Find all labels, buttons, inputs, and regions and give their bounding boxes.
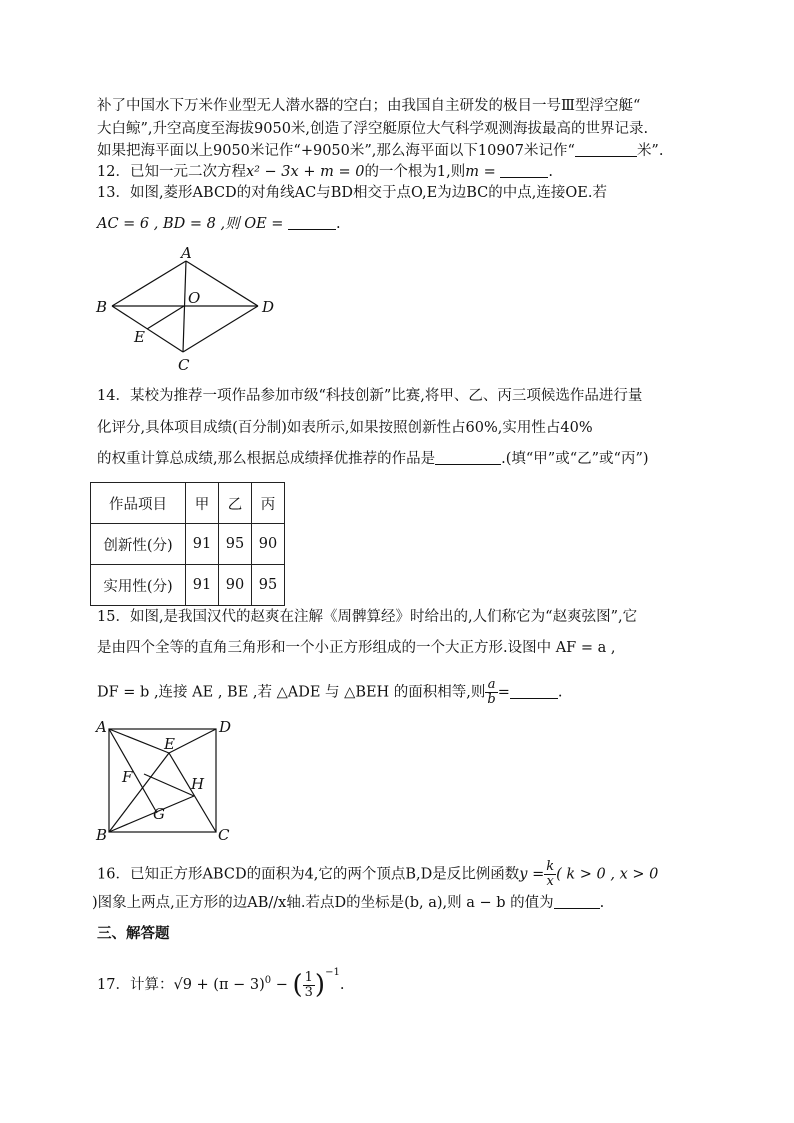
q15-label-b: B: [96, 826, 108, 844]
q13-label-b: B: [96, 298, 108, 316]
q13-segment-oe: [147, 306, 184, 329]
table-cell: 创新性(分): [91, 524, 186, 565]
q13-line1: [97, 183, 607, 203]
section-title: 三、解答题: [97, 926, 170, 942]
q17: [97, 958, 344, 1000]
q13-label-d: D: [262, 298, 275, 316]
q15-answer-blank[interactable]: [510, 684, 558, 699]
table-cell: 91: [186, 524, 219, 565]
q15-frac-num: a: [485, 678, 497, 693]
q14-number: 14．: [97, 388, 130, 404]
q13-rhombus-figure: [92, 244, 282, 374]
q13-line2: [97, 214, 341, 234]
q16-condition: ( k > 0 , x > 0: [556, 866, 659, 883]
table-header-row: [91, 483, 285, 524]
q13-edge-ba: [112, 261, 186, 306]
q11-answer-blank[interactable]: [575, 142, 637, 157]
q15-text1: 如图,是我国汉代的赵爽在注解《周髀算经》时给出的,人们称它为“赵爽弦图”,它: [129, 609, 638, 625]
q16-frac-num: k: [546, 859, 555, 874]
q16-answer-blank[interactable]: [554, 894, 600, 909]
q17-frac-den: 3: [304, 984, 313, 1000]
q16-text2: )图象上两点,正方形的边AB//x轴.若点D的坐标是(b, a),则 a − b 的值为: [92, 895, 554, 911]
q15-label-f: F: [122, 768, 133, 786]
q17-exp-neg1: −1: [325, 967, 340, 978]
table-row: [91, 524, 285, 565]
q15-zhao-shuang-figure: [92, 716, 242, 846]
q16-line2: [92, 893, 604, 913]
table-header-cell: 作品项目: [91, 483, 186, 524]
q13-label-a: A: [181, 244, 192, 262]
q15-line-ae: [109, 729, 169, 753]
q15-label-e: E: [164, 735, 175, 753]
q11-line3-prefix: 如果把海平面以上9050米记作“+9050米”,那么海平面以下10907米记作“: [97, 143, 575, 159]
q13-label-o: O: [188, 289, 201, 307]
q14-line3: [97, 449, 649, 469]
table-cell: 95: [252, 565, 285, 606]
q13-label-e: E: [134, 328, 145, 346]
q13-text: 如图,菱形ABCD的对角线AC与BD相交于点O,E为边BC的中点,连接OE.若: [129, 185, 607, 201]
q14-line3-prefix: 的权重计算总成绩,那么根据总成绩择优推荐的作品是: [97, 451, 436, 467]
q16-func-y: y =: [519, 866, 545, 883]
q17-open-paren: (: [292, 970, 303, 1000]
q12-text-a: 已知一元二次方程: [129, 164, 246, 180]
q14-line2: 化评分,具体项目成绩(百分制)如表所示,如果按照创新性占60%,实用性占40%: [97, 420, 593, 436]
q14-score-table: [90, 482, 285, 606]
q13-given: AC = 6 , BD = 8 ,则 OE =: [97, 216, 284, 232]
q17-fraction: [303, 971, 315, 1000]
q15-frac-den: b: [487, 692, 496, 707]
q12: [97, 162, 553, 182]
table-header-cell: 丙: [252, 483, 285, 524]
q17-number: 17．: [97, 977, 130, 993]
table-cell: 90: [252, 524, 285, 565]
table-cell: 95: [219, 524, 252, 565]
q11-line2: 大白鲸”,升空高度至海拔9050米,创造了浮空艇原位大气科学观测海拔最高的世界记录.: [97, 121, 649, 137]
q13-end: .: [336, 216, 341, 232]
q15-label-h: H: [191, 775, 205, 793]
q14-line3-suffix: .(填“甲”或“乙”或“丙”): [501, 451, 649, 467]
q13-answer-blank[interactable]: [288, 215, 336, 230]
q15-label-g: G: [153, 805, 165, 823]
q15-equals: =: [497, 684, 510, 701]
q17-end: .: [339, 977, 345, 993]
q15-label-a: A: [96, 718, 107, 736]
q12-var: m =: [465, 164, 496, 180]
q15-fraction: [485, 678, 497, 707]
q12-equation: x² − 3x + m = 0: [245, 164, 365, 180]
q12-answer-blank[interactable]: [500, 163, 548, 178]
q15-label-c: C: [218, 826, 230, 844]
table-cell: 90: [219, 565, 252, 606]
q15-number: 15．: [97, 609, 130, 625]
q17-exp0: 0: [264, 975, 272, 987]
q15-end: .: [557, 684, 563, 701]
q15-line-bh: [109, 796, 194, 832]
q12-end: .: [548, 164, 554, 180]
q13-number: 13．: [97, 185, 130, 201]
q17-label: 计算：: [129, 977, 174, 993]
q16-line1: [97, 860, 658, 889]
q15-label-d: D: [219, 718, 232, 736]
table-cell: 91: [186, 565, 219, 606]
q11-line1: 补了中国水下万米作业型无人潜水器的空白；由我国自主研发的极目一号Ⅲ型浮空艇“: [97, 98, 641, 114]
q12-text-b: 的一个根为1,则: [364, 164, 466, 180]
q16-frac-den: x: [546, 874, 554, 889]
q15-line-fh: [144, 774, 194, 796]
q14-answer-blank[interactable]: [435, 450, 501, 465]
q16-number: 16．: [97, 866, 130, 883]
q17-frac-num: 1: [304, 969, 313, 985]
q15-line3-prefix: DF = b ,连接 AE , BE ,若 △ADE 与 △BEH 的面积相等,则: [97, 684, 486, 701]
q15-line3: [97, 678, 563, 707]
table-header-cell: 乙: [219, 483, 252, 524]
q17-sqrt: √9: [173, 977, 192, 993]
q15-line1: [97, 607, 637, 627]
q11-line3: [97, 141, 663, 161]
q16-fraction: [544, 860, 556, 889]
q15-line2: 是由四个全等的直角三角形和一个小正方形组成的一个大正方形.设图中 AF = a ,: [97, 640, 616, 656]
q13-edge-dc: [183, 306, 258, 352]
q17-close-paren: ): [314, 970, 326, 1000]
q17-minus: −: [275, 977, 288, 993]
q15-line-de: [169, 729, 216, 753]
table-header-cell: 甲: [186, 483, 219, 524]
q13-label-c: C: [178, 356, 190, 374]
q14-line1: [97, 386, 642, 406]
table-row: [91, 565, 285, 606]
q17-term2: + (π − 3): [196, 977, 265, 993]
table-cell: 实用性(分): [91, 565, 186, 606]
q11-line3-suffix: 米”.: [636, 143, 664, 159]
q12-number: 12．: [97, 164, 130, 180]
q14-text1: 某校为推荐一项作品参加市级“科技创新”比赛,将甲、乙、丙三项候选作品进行量: [129, 388, 643, 404]
q16-text1: 已知正方形ABCD的面积为4,它的两个顶点B,D是反比例函数: [129, 866, 520, 883]
q16-end: .: [599, 895, 605, 911]
